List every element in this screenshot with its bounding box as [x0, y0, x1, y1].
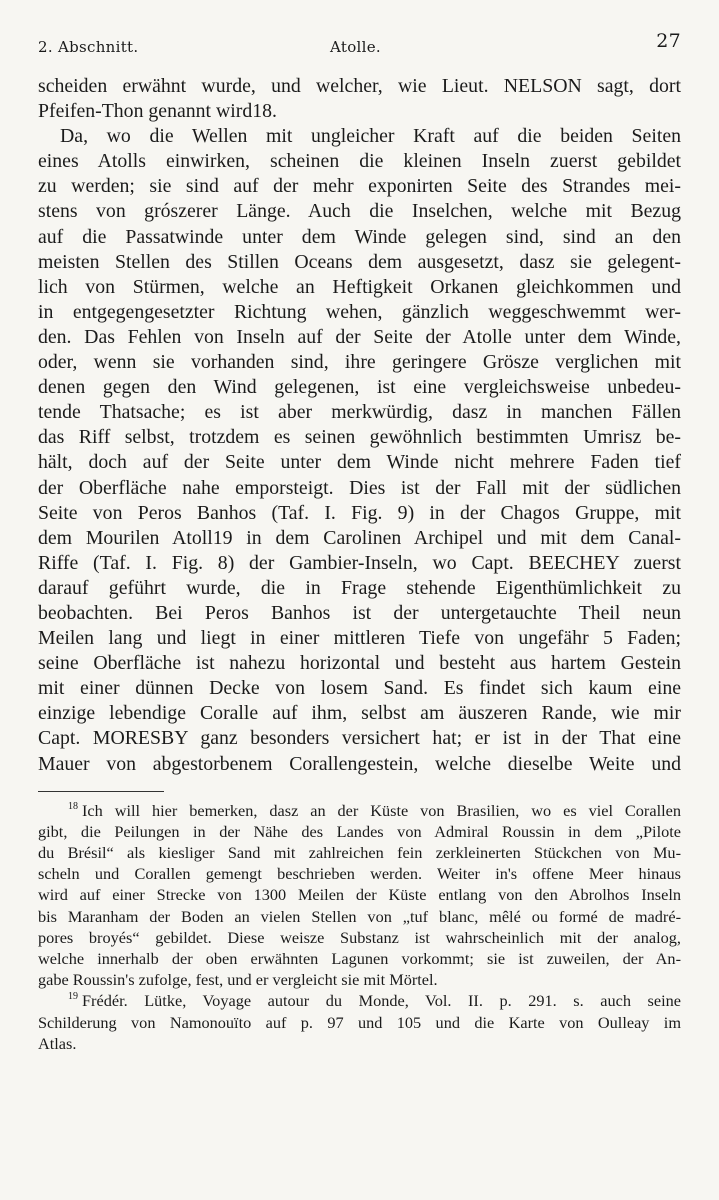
body-line: Riffe (Taf. I. Fig. 8) der Gambier-Inseln, wo Capt. BEECHEY zuerst	[38, 551, 681, 574]
footnote-line: Schilderung von Namonouïto auf p. 97 und 105 und die Karte von Oulleay im	[38, 1012, 681, 1032]
body-line: beobachten. Bei Peros Banhos ist der untergetauchte Theil neun	[38, 601, 681, 624]
running-head	[38, 26, 681, 60]
body-line: oder, wenn sie vorhanden sind, ihre geringere Grösze verglichen mit	[38, 351, 681, 374]
footnote-line: du Brésil“ als kiesliger Sand mit zahlreichen fein zerkleinerten Stückchen von Mu-	[38, 843, 681, 862]
footnote-line: wird auf einer Strecke von 1300 Meilen der Küste entlang von den Abrolhos Inseln	[38, 885, 681, 905]
footnote-line: Atlas.	[38, 1033, 77, 1053]
body-line: zu werden; sie sind auf der mehr exponirten Seite des Strandes mei-	[38, 175, 681, 198]
body-line: lich von Stürmen, welche an Heftigkeit Orkanen gleichkommen und	[38, 275, 681, 298]
body-line: mit einer dünnen Decke von losem Sand. Es findet sich kaum eine	[38, 677, 681, 700]
footnotes	[38, 800, 681, 1054]
body-line: den. Das Fehlen von Inseln auf der Seite der Atolle unter dem Winde,	[38, 325, 681, 348]
footnote-line: $^{19}$ Frédér. Lütke, Voyage autour du Monde, Vol. II. p. 291. s. auch seine	[68, 991, 681, 1011]
body-line: das Riff selbst, trotzdem es seinen gewöhnlich bestimmten Umrisz be-	[38, 426, 681, 449]
body-line: seine Oberfläche ist nahezu horizontal und besteht aus hartem Gestein	[38, 652, 681, 675]
section-label: 2. Abschnitt.	[38, 38, 139, 56]
body-text	[38, 74, 681, 777]
body-line: denen gegen den Wind gelegenen, ist eine vergleichsweise unbedeu-	[38, 376, 681, 399]
footnote-marker: 18	[68, 800, 78, 812]
footnote-18	[38, 800, 681, 991]
footnote-19	[38, 990, 681, 1054]
body-line: eines Atolls einwirken, scheinen die kleinen Inseln zuerst gebildet	[38, 150, 681, 173]
footnote-marker: 19	[68, 991, 78, 1003]
body-line: Seite von Peros Banhos (Taf. I. Fig. 9) in der Chagos Gruppe, mit	[38, 501, 681, 524]
chapter-title: Atolle.	[330, 38, 381, 56]
footnote-line: pores broyés“ gebildet. Diese weisze Substanz ist wahrscheinlich mit der analog,	[38, 927, 681, 947]
body-line: Meilen lang und liegt in einer mittleren Tiefe von ungefähr 5 Faden;	[38, 627, 681, 650]
body-line: der Oberfläche nahe emporsteigt. Dies ist der Fall mit der südlichen	[38, 476, 681, 499]
body-line: dem Mourilen Atoll19 in dem Carolinen Archipel und mit dem Canal-	[38, 526, 681, 549]
body-line: Capt. MORESBY ganz besonders versichert hat; er ist in der That eine	[38, 727, 681, 750]
footnote-line: scheln und Corallen gemengt beschrieben werden. Weiter in's offene Meer hinaus	[38, 864, 681, 884]
body-line: Pfeifen-Thon genannt wird18.	[38, 100, 277, 123]
footnote-line: gabe Roussin's zufolge, fest, und er vergleicht sie mit Mörtel.	[38, 970, 438, 990]
body-line: in entgegengesetzter Richtung wehen, gänzlich weggeschwemmt wer-	[38, 300, 681, 323]
footnote-line: welche innerhalb der oben erwähnten Lagunen vorkommt; sie ist zuweilen, der An-	[38, 948, 681, 968]
footnote-line: $^{18}$ Ich will hier bemerken, dasz an der Küste von Brasilien, wo es viel Corallen	[68, 800, 681, 820]
body-line: scheiden erwähnt wurde, und welcher, wie Lieut. NELSON sagt, dort	[38, 75, 681, 97]
body-line: einzige lebendige Coralle auf ihm, selbst am äuszeren Rande, wie mir	[38, 702, 681, 725]
footnote-line: gibt, die Peilungen in der Nähe des Landes von Admiral Roussin in dem „Pilote	[38, 821, 681, 841]
body-line: darauf geführt wurde, die in Frage stehende Eigenthümlichkeit zu	[38, 576, 681, 599]
body-line: stens von grószerer Länge. Auch die Inselchen, welche mit Bezug	[38, 200, 681, 223]
body-line: tende Thatsache; es ist aber merkwürdig, dasz in manchen Fällen	[38, 401, 681, 424]
body-line: auf die Passatwinde unter dem Winde gelegen sind, sind an den	[38, 225, 681, 248]
body-line: Da, wo die Wellen mit ungleicher Kraft auf die beiden Seiten	[60, 125, 681, 148]
footnote-line: bis Maranham der Boden an vielen Stellen von „tuf blanc, mêlé ou formé de madré-	[38, 906, 681, 926]
footnote-rule	[38, 791, 164, 792]
body-line: meisten Stellen des Stillen Oceans dem ausgesetzt, dasz sie gelegent-	[38, 250, 681, 273]
body-line: hält, doch auf der Seite unter dem Winde nicht mehrere Faden tief	[38, 451, 681, 474]
body-line: Mauer von abgestorbenem Corallengestein, welche dieselbe Weite und	[38, 752, 681, 775]
page-number: 27	[656, 30, 681, 52]
